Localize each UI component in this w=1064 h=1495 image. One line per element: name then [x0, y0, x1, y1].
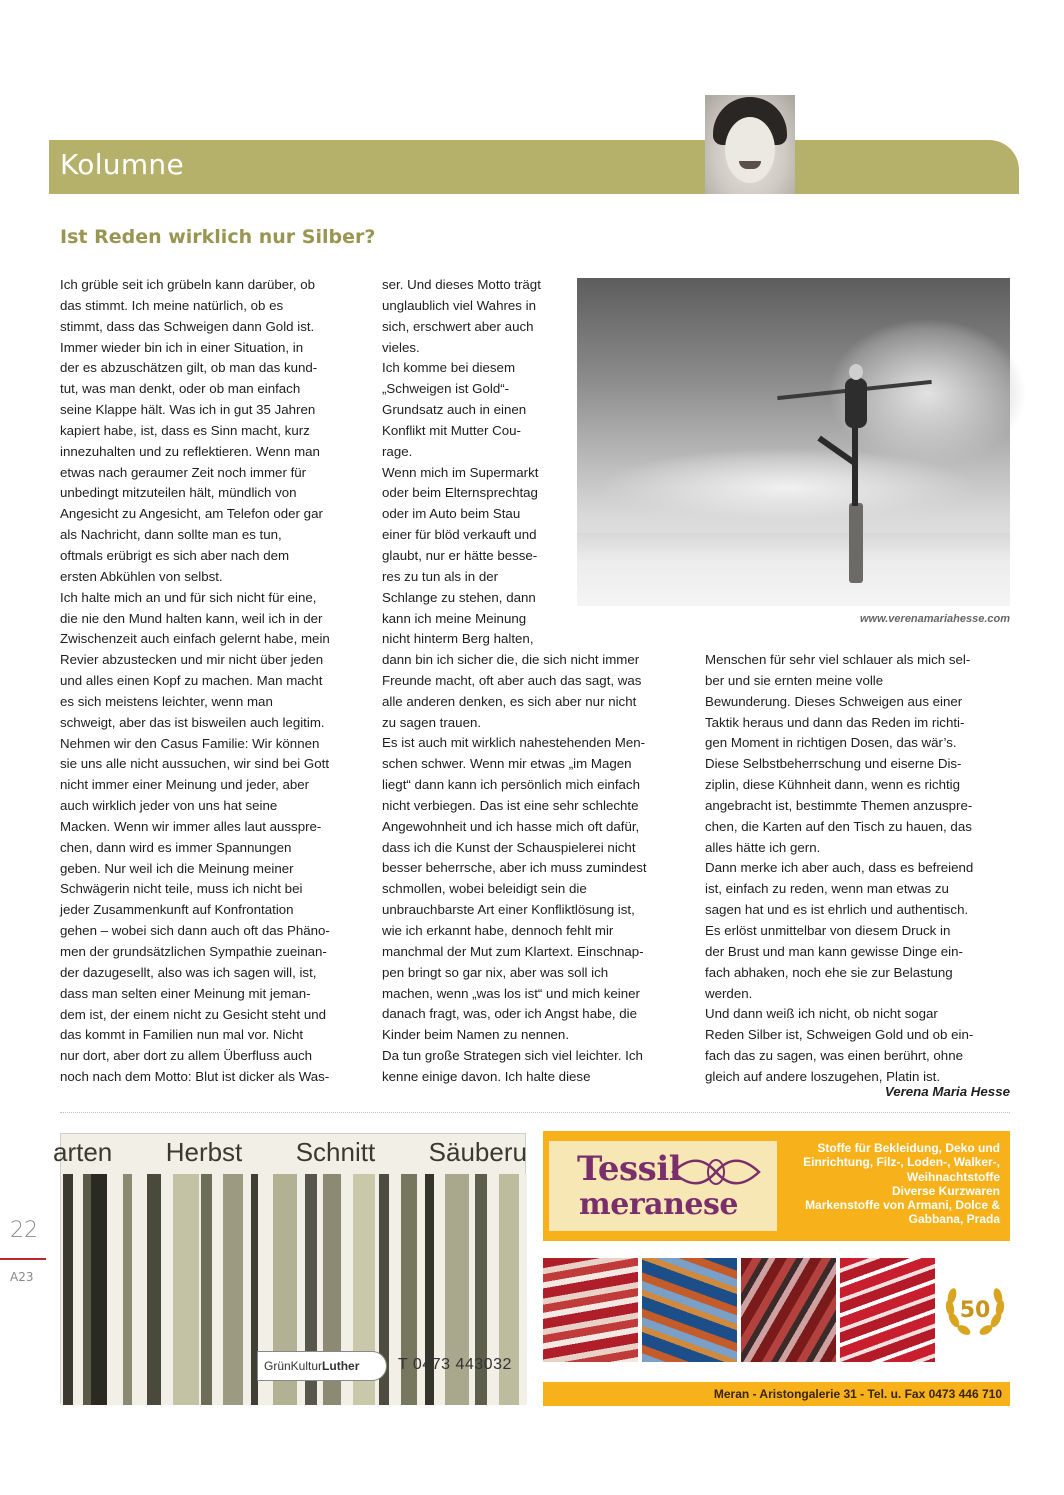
- page-number-rule: [0, 1258, 46, 1260]
- badge-number: 50: [959, 1298, 991, 1323]
- section-divider: [60, 1112, 1010, 1113]
- ad-word: Schnitt: [295, 1136, 376, 1167]
- tessil-address-bar: Meran - Aristongalerie 31 - Tel. u. Fax 0473 446 710: [543, 1382, 1010, 1406]
- ad-word: arten: [53, 1136, 113, 1167]
- ad-gruenkultur-words: [53, 1134, 527, 1170]
- gruenkultur-phone: T 0473 443032: [398, 1356, 512, 1373]
- anniversary-laurel-badge: [942, 1276, 1008, 1342]
- article-author: Verena Maria Hesse: [884, 1084, 1010, 1099]
- section-title: Kolumne: [60, 148, 184, 181]
- fabric-photo: [642, 1258, 737, 1362]
- article-photo: [577, 278, 1010, 606]
- brand-light: GrünKultur: [264, 1359, 323, 1373]
- author-portrait: [705, 95, 795, 194]
- page-number: 22: [10, 1218, 38, 1243]
- tessil-logo: [549, 1141, 777, 1231]
- brand-bold: Luther: [322, 1359, 360, 1373]
- article-column-2-bottom: dann bin ich sicher die, die sich nicht immer Freunde macht, oft aber auch das sagt, was alle anderen denken, es sich aber nur nicht zu sagen trauen. Es ist auch mit wirklich nahestehenden Men- schen schwer. Wenn mir etwas „im Magen liegt“ dann kann ich persönlich mich einfach nicht verbiegen. Das ist eine sehr schlechte Angewohnheit und ich hasse mich oft dafür, dass ich die Kunst der Schauspielerei nicht besser beherrsche, aber ich muss zumindest schmollen, wobei beleidigt sein die unbrauchbarste Art einer Konfliktlösung ist, wie ich erkannt habe, dennoch fehlt mir manchmal der Mut zum Klartext. Einschnap- pen bringt so gar nix, aber was soll ich machen, wenn „was los ist“ und mich keiner danach fragt, was, oder ich Angst habe, die Kinder beim Namen zu nennen. Da tun große Strategen sich viel leichter. Ich kenne einige davon. Ich halte diese: [382, 652, 647, 1084]
- ad-word: Herbst: [165, 1136, 243, 1167]
- article-title: Ist Reden wirklich nur Silber?: [60, 226, 376, 248]
- ad-gruenkultur[interactable]: [53, 1133, 527, 1404]
- ad-word: Säuberu: [428, 1136, 527, 1167]
- fabric-photo: [741, 1258, 836, 1362]
- tessil-logo-line2: meranese: [579, 1187, 738, 1222]
- article-column-2-top: ser. Und dieses Motto trägt unglaublich viel Wahres in sich, erschwert aber auch vieles. Ich komme bei diesem „Schweigen ist Gold“- Grundsatz auch in einen Konflikt mit Mutter Cou- rage. Wenn mich im Supermarkt oder beim Elternsprechtag oder im Auto beim Stau einer für blöd verkauft und glaubt, nur er hätte besse- res zu tun als in der Schlange zu stehen, dann kann ich meine Meinung nicht hinterm Berg halten,: [382, 277, 541, 647]
- photo-caption: www.verenamariahesse.com: [859, 613, 1010, 625]
- issue-label: A23: [10, 1270, 34, 1284]
- tessil-logo-line1: Tessil: [577, 1149, 682, 1189]
- fabric-photo: [543, 1258, 638, 1362]
- fabric-photo: [840, 1258, 935, 1362]
- article-column-3: Menschen für sehr viel schlauer als mich sel- ber und sie ernten meine volle Bewunderung. Dieses Schweigen aus einer Taktik heraus und dann das Reden im richti- gen Moment in richtigen Dosen, das wär’s. Diese Selbstbeherrschung und eiserne Dis- ziplin, diese Kühnheit dann, wenn es richtig angebracht ist, bestimmte Themen anzuspre- chen, die Karten auf den Tisch zu hauen, das alles hätte ich gern. Dann merke ich aber auch, dass es befreiend ist, einfach zu reden, wenn man etwas zu sagen hat und es ist ehrlich und authentisch. Es erlöst unmittelbar von diesem Druck in der Brust und man kann gewisse Dinge ein- fach abhaken, noch ehe sie zur Belastung werden. Und dann weiß ich nicht, ob nicht sogar Reden Silber ist, Schweigen Gold und ob ein- fach das zu sagen, was einen berührt, ohne gleich auf andere loszugehen, Platin ist.: [705, 652, 974, 1084]
- ornament-knot-icon: [669, 1155, 763, 1189]
- gruenkultur-logo: [257, 1351, 387, 1381]
- ad-tessil-banner[interactable]: [543, 1131, 1010, 1241]
- section-header-bar: [49, 140, 1019, 194]
- article-column-1: Ich grüble seit ich grübeln kann darüber, ob das stimmt. Ich meine natürlich, ob es stimmt, dass das Schweigen dann Gold ist. Immer wieder bin ich in einer Situation, in der es abzuschätzen gilt, ob man das kund- tut, was man denkt, oder ob man einfach seine Klappe hält. Was ich in gut 35 Jahren kapiert habe, ist, dass es Sinn macht, kurz innezuhalten und zu reflektieren. Wenn man etwas nach geraumer Zeit noch immer für unbedingt mitzuteilen hält, mündlich von Angesicht zu Angesicht, am Telefon oder gar als Nachricht, dann sollte man es tun, oftmals erübrigt es sich aber nach dem ersten Abkühlen von selbst. Ich halte mich an und für sich nicht für eine, die nie den Mund halten kann, weil ich in der Zwischenzeit auch einfach gelernt habe, mein Revier abzustecken und mir nicht über jeden und alles einen Kopf zu machen. Man macht es sich meistens leichter, wenn man schweigt, aber das ist bisweilen auch legitim. Nehmen wir den Casus Familie: Wir können sie uns alle nicht aussuchen, wir sind bei Gott nicht immer einer Meinung und jeder, aber auch wirklich jeder von uns hat seine Macken. Wenn wir immer alles laut ausspre- chen, dann wird es immer Spannungen geben. Nur weil ich die Meinung meiner Schwägerin nicht teile, muss ich nicht bei jeder Zusammenkunft auf Konfrontation gehen – wobei sich dann auch oft das Phäno- men der grundsätzlichen Sympathie zueinan- der dazugesellt, also was ich sagen will, ist, dass man selten einer Meinung mit jeman- dem ist, der einem nicht zu Gesicht steht und das kommt in Familien nun mal vor. Nicht nur dort, aber dort zu allem Überfluss auch noch nach dem Motto: Blut ist dicker als Was-: [60, 277, 330, 1085]
- tessil-description: Stoffe für Bekleidung, Deko und Einrichtung, Filz-, Loden-, Walker-, Weihnachtstoffe Diverse Kurzwaren Markenstoffe von Armani, Dolce & Gabbana, Prada: [803, 1141, 1000, 1227]
